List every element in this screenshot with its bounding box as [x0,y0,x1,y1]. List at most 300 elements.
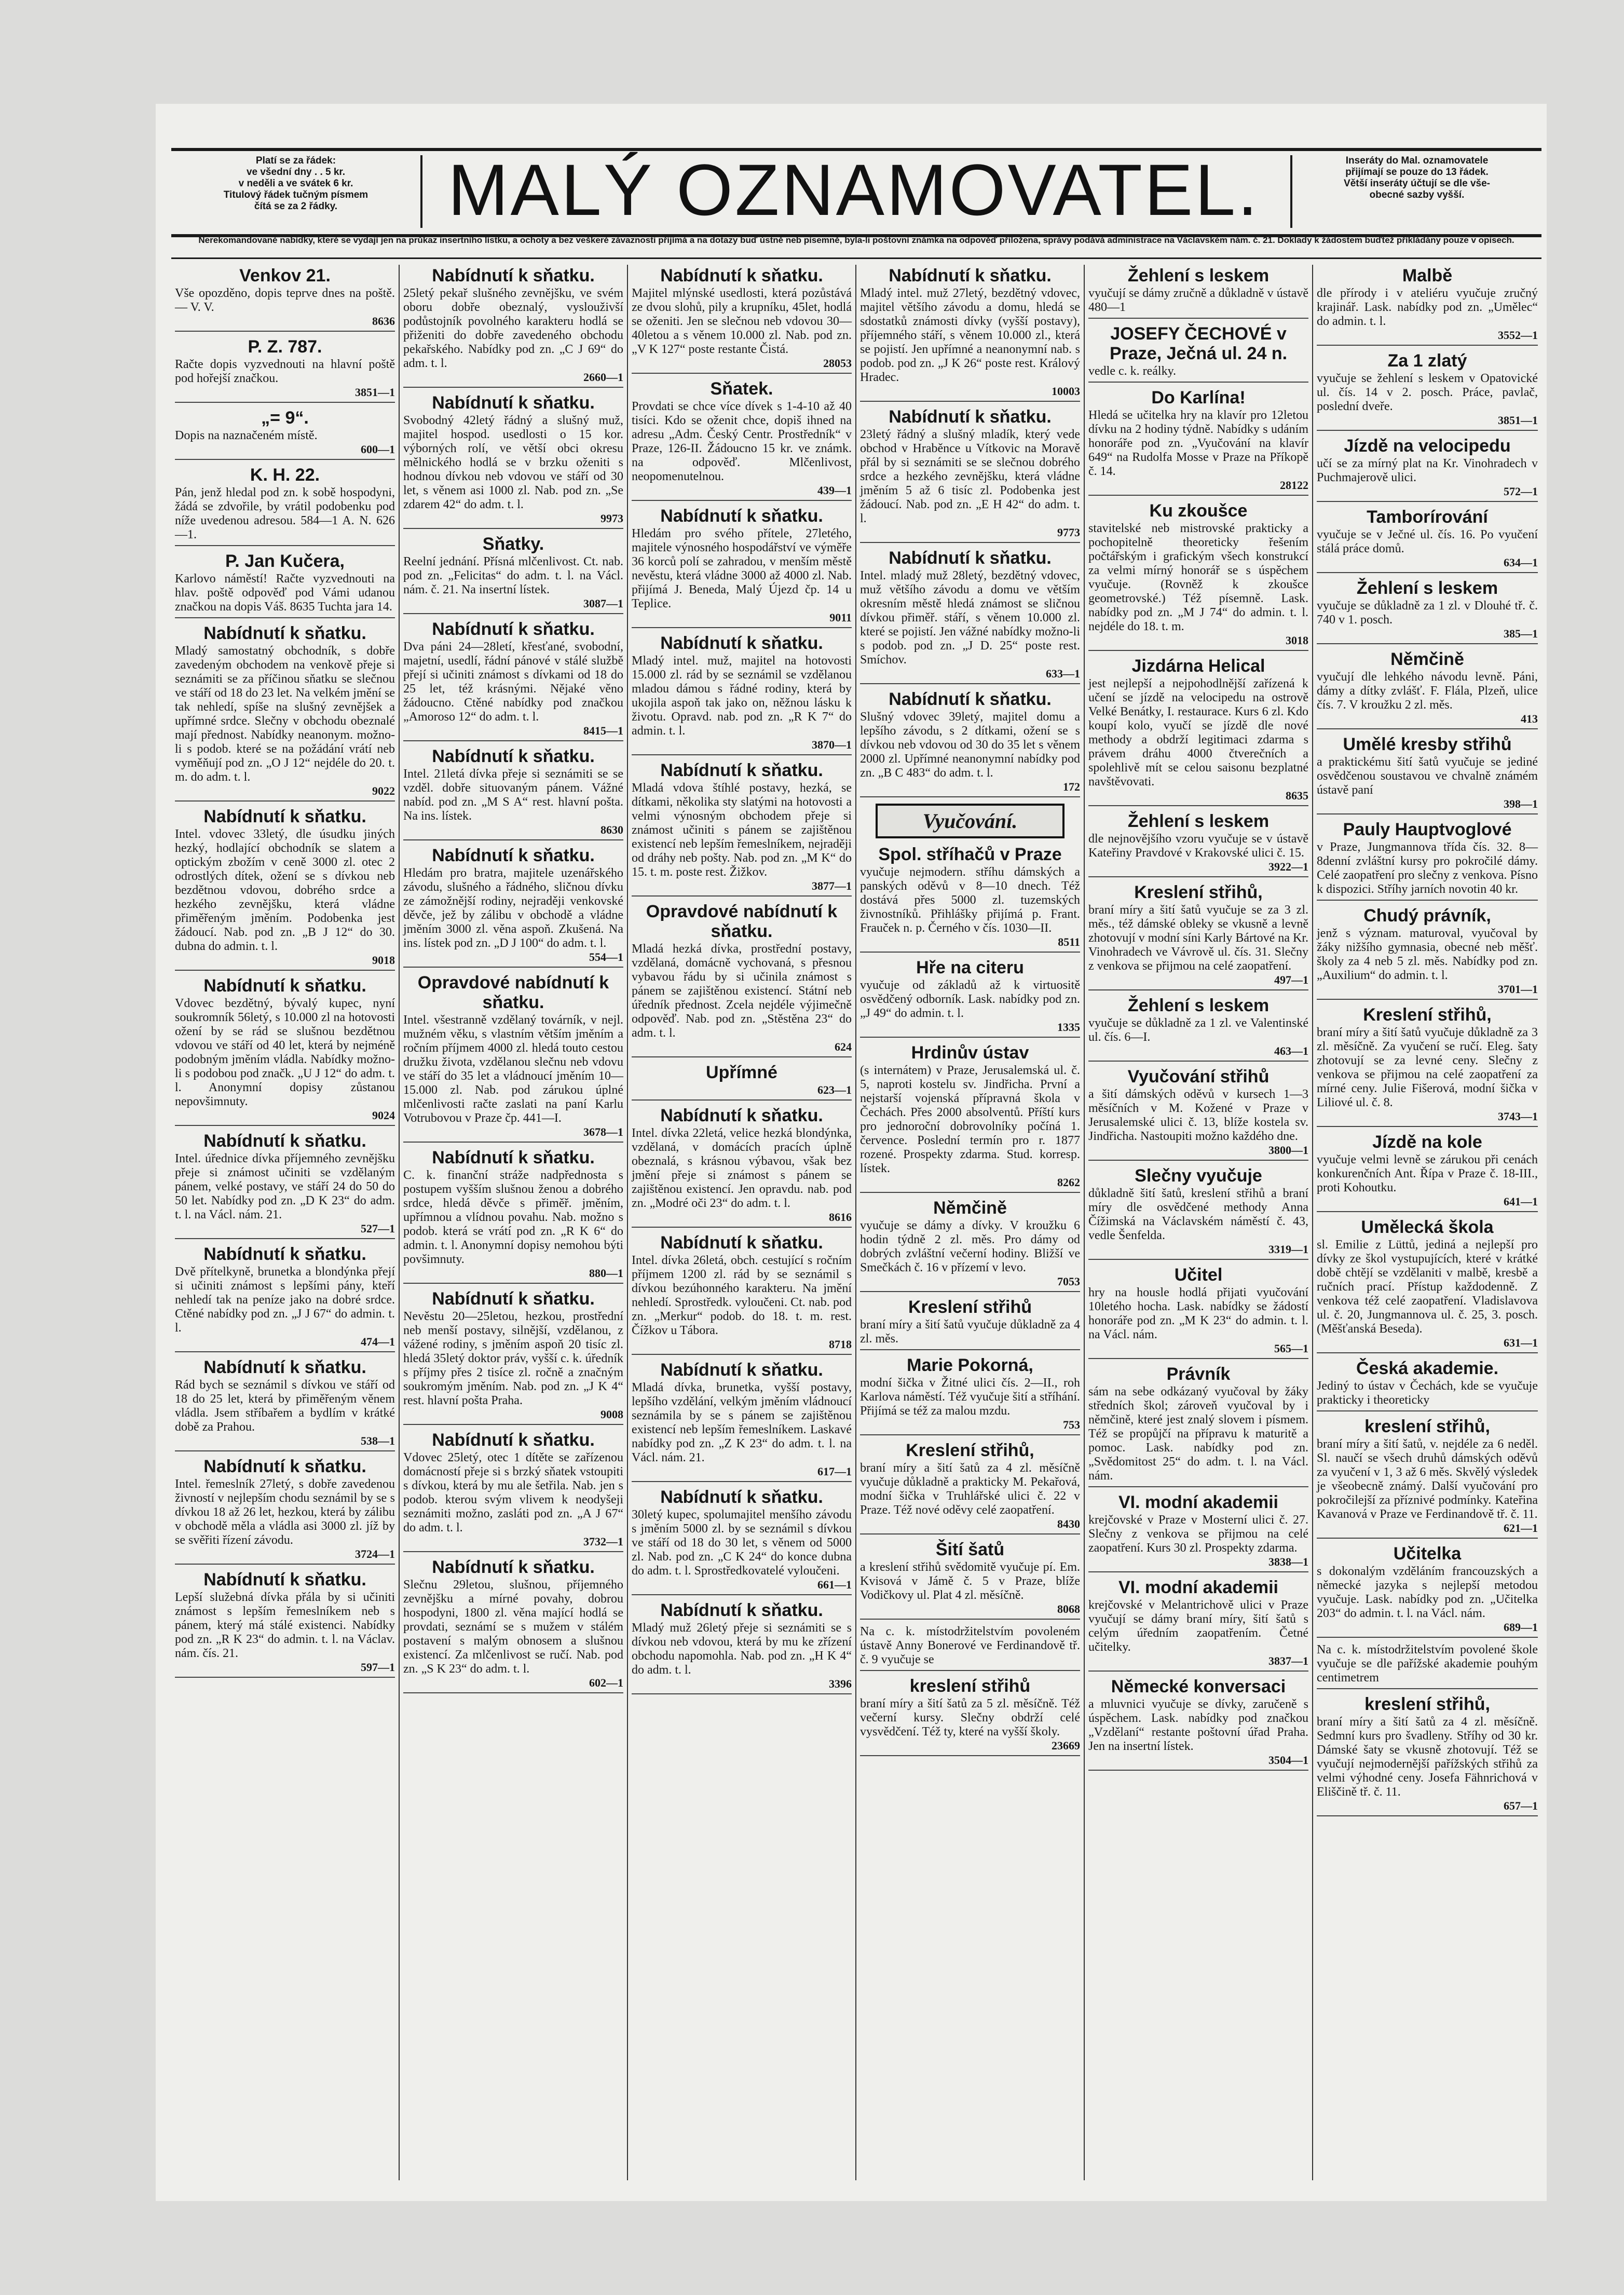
classified-ad [1317,266,1538,346]
rules-line: Inseráty do Mal. oznamovatele [1345,155,1489,166]
classified-ad [175,1244,395,1352]
insertion-rules-box [1290,155,1541,228]
ad-heading: Nabídnutí k sňatku. [203,623,366,643]
classified-ad [1317,351,1538,431]
classified-ad [1088,1265,1308,1359]
ad-text: krejčovské v Melantrichově ulici v Praze vyučují se dámy braní míry, šití šatů s celým úředním zaopatřením. Četné učitelky. [1088,1598,1308,1654]
ad-heading: kreslení střihů, [1364,1417,1490,1436]
classified-ad [632,506,852,628]
classified-ad [860,1043,1080,1193]
ad-heading: Nabídnutí k sňatku. [203,976,366,996]
ad-text: vyučuje od základů až k virtuositě osvědčený odborník. Lask. nabídky pod zn. „J 49“ do admin. t. l. [860,979,1080,1020]
page-title: MALÝ OZNAMOVATEL. [447,149,1260,230]
ad-reference-number: 3800—1 [1268,1144,1308,1157]
ad-text: braní míry a šití šatů vyučuje se za 3 zl. měs., též dámské obleky se vkusně a levně zhotovují v modní síni Karly Bártové na Kr. Vinohradech ve Vávrově ul. čís. 31. Slečny z venkova se přijmou na celé zaopatření. [1088,903,1308,973]
ad-reference-number: 617—1 [817,1465,852,1478]
classified-ad [860,1540,1080,1620]
ad-reference-number: 2660—1 [583,371,623,384]
ad-text: Hledám pro svého přítele, 27letého, majitele výnosného hospodářství ve výměře 36 korců polí se zahradou, v menším městě nevěstu, která vládne 3000 až 4000 zl. Nab. přijímá J. Beneda, Malý Újezd čp. 14 u Teplice. [632,527,852,610]
ad-reference-number: 8636 [372,315,395,328]
ad-reference-number: 9011 [829,611,852,624]
ad-text: krejčovské v Praze v Mosterní ulici č. 27. Slečny z venkova se přijmou na celé zaopatření. Kurs 30 zl. Prospekty zdarma. [1088,1513,1308,1555]
pricing-line: čítá se za 2 řádky. [254,201,338,212]
ad-text: vyučuje velmi levně se zárukou při cenách konkurenčních Ant. Řípa v Praze č. 18-III., proti Kohoutku. [1317,1153,1538,1194]
ad-heading: Ku zkoušce [1149,501,1248,521]
ad-reference-number: 9024 [372,1109,395,1122]
classified-ad [403,1557,623,1693]
pricing-line: ve všední dny . . 5 kr. [246,167,346,178]
ad-heading: Nabídnutí k sňatku. [432,846,595,865]
ad-heading: Slečny vyučuje [1135,1166,1262,1186]
classified-ad [1088,882,1308,990]
ad-reference-number: 7053 [1057,1275,1080,1288]
ad-reference-number: 602—1 [589,1676,623,1689]
ad-reference-number: 9018 [372,954,395,967]
ad-reference-number: 3678—1 [583,1125,623,1138]
classified-ad [175,551,395,618]
classified-ad [1088,996,1308,1062]
rules-line: Větší inseráty účtují se dle vše- [1344,178,1490,189]
ad-heading: Žehlení s leskem [1127,811,1270,831]
ad-text: Karlovo náměstí! Račte vyzvednouti na hlav. poště odpověď pod Vámi udanou značkou na dopis Váš. 8635 Tuchta jara 14. [175,572,395,614]
ad-heading: K. H. 22. [250,465,320,485]
ad-reference-number: 463—1 [1274,1044,1308,1057]
ad-reference-number: 3838—1 [1268,1555,1308,1568]
ad-reference-number: 3552—1 [1498,329,1538,342]
ad-text: Mladá vdova štíhlé postavy, hezká, se dítkami, několika sty slatými na hotovosti a velmi výnosným obchodem přeje si známost učiniti s pánem se zajištěnou existencí neb lepším řemeslníkem, nejraději od dráhy neb pošty. Nab. pod zn. „M K“ do 15. t. m. poste rest. Žižkov. [632,781,852,879]
classified-ad [175,1570,395,1678]
ad-heading: Šití šatů [935,1540,1005,1559]
ad-heading: kreslení střihů, [1364,1694,1490,1714]
classified-ad [632,379,852,501]
classified-ad [1088,388,1308,496]
ad-heading: Marie Pokorná, [907,1355,1033,1375]
ad-text: braní míry a šití šatů za 5 zl. měsíčně. Též večerní kursy. Slečny obdrží celé vysvědčení. Též ty, které na vyšší školy. [860,1697,1080,1739]
ad-reference-number: 3396 [829,1677,852,1690]
ad-heading: Venkov 21. [239,266,331,286]
ad-heading: Nabídnutí k sňatku. [432,1148,595,1167]
classified-ad [860,958,1080,1038]
ad-heading: Nabídnutí k sňatku. [660,1487,823,1507]
ad-text: sl. Emilie z Lüttů, jediná a nejlepší pro dívky ze škol vystupujících, které v krátké době chtějí se vzdělaniti v malbě, kresbě a ručních prací. Přístup každodenně. Z venkova též celé zaopatření. Vladislavova ul. č. 20, Jungmannova ul. č. 25, 3. posch. (Měšťanská Beseda). [1317,1238,1538,1336]
ad-column [400,265,628,2180]
ad-heading: Nabídnutí k sňatku. [432,746,595,766]
ad-heading: Kreslení střihů, [1363,1005,1492,1025]
ad-text: Mladý intel. muž, majitel na hotovosti 15.000 zl. rád by se seznámil se vzdělanou mladou dámou s řádné rodiny, která by ukojila aspoň tak jako on, něžnou lásku k životu. Opravd. nab. pod zn. „R K 7“ do admin. t. l. [632,654,852,738]
ad-reference-number: 880—1 [589,1267,623,1280]
ad-heading: Nabídnutí k sňatku. [889,266,1052,286]
classified-ad [632,633,852,755]
ad-text: braní míry a šití šatů vyučuje důkladně za 3 zl. měsíčně. Za vyučení se ručí. Eleg. šaty zhotovují se za levné ceny. Slečny z venkova se přijmou na celé zaopatření za mírné ceny. Julie Fišerová, modní šička v Liliové ul. č. 8. [1317,1026,1538,1109]
classified-ad [1317,820,1538,901]
ad-heading: Do Karlína! [1151,388,1246,408]
ad-column [856,265,1085,2180]
ad-reference-number: 413 [1521,712,1538,725]
ad-heading: Tamborírování [1367,507,1488,527]
classified-ad [1317,649,1538,729]
ad-reference-number: 8718 [829,1338,852,1351]
ad-text: Intel. mladý muž 28letý, bezdětný vdovec, muž většího závodu a domu ve větším okresním městě hledá známost se sličnou dívkou přiměř. stáří, s věnem 10.000 zl. které se pojistí. Jen vážné nabídky možno-li s podob. pod zn. „J D. 25“ poste rest. Smíchov. [860,569,1080,667]
ad-text: a kreslení střihů svědomitě vyučuje pí. Em. Kvisová v Jámě č. 5 v Praze, blíže Vodičkovy ul. Plat 4 zl. měsíčně. [860,1560,1080,1602]
ad-heading: Žehlení s leskem [1356,578,1498,598]
ad-text: Dva páni 24—28letí, křesťané, svobodní, majetní, usedlí, řádní pánové v stálé službě přejí si učiniti známost s dívkami od 18 do 25 let, též krásnými. Nějaké věno žádoucno. Ctěné nabídky pod značkou „Amoroso 12“ do adm. t. l. [403,640,623,724]
ad-heading: Kreslení střihů, [1134,882,1263,902]
classified-ad [175,623,395,802]
ad-heading: Němčině [1390,649,1464,669]
ad-reference-number: 8616 [829,1211,852,1224]
ad-heading: Nabídnutí k sňatku. [432,1557,595,1577]
ad-reference-number: 3504—1 [1268,1754,1308,1767]
ad-heading: Hrdinův ústav [911,1043,1029,1063]
ad-text: s dokonalým vzděláním francouzských a německé jazyka s nejlepší metodou vyučuje. Lask. nabídky pod zn. „Učitelka 203“ do admin. t. l. na Václ. nám. [1317,1565,1538,1620]
ad-reference-number: 623—1 [817,1083,852,1096]
classified-ad [403,973,623,1143]
ad-text: braní míry a šití šatů za 4 zl. měsíčně. Sedmní kurs pro švadleny. Stříhy od 30 kr. Dámské šaty se vkusně zhotovují. Též se vyučují nejmodernější pařížských střihů za velmi výhodné ceny. Josefa Fähnrichová v Eliščině tř. č. 11. [1317,1715,1538,1799]
classified-ad [1317,735,1538,814]
pricing-line: v neděli a ve svátek 6 kr. [238,178,353,189]
ad-text: učí se za mírný plat na Kr. Vinohradech v Puchmajerově ulici. [1317,457,1538,484]
ad-text: vyučují se dámy zručně a důkladně v ústavě 480—1 [1088,287,1308,314]
ad-reference-number: 3319—1 [1268,1243,1308,1256]
classified-ad [1088,656,1308,806]
classified-ad [1317,1005,1538,1127]
ad-reference-number: 23669 [1052,1739,1080,1752]
ad-text: (s internátem) v Praze, Jerusalemská ul. č. 5, naproti kostelu sv. Jindřicha. První a nejstarší vojenská přípravná škola v Čechách. Přes 2000 absolventů. Příští kurs pro jednoroční dobrovolníky počíná 1. července. Poslední termín pro r. 1877 rozené. Prospekty zdarma. Stud. korresp. lístek. [860,1064,1080,1175]
ad-heading: Nabídnutí k sňatku. [660,1600,823,1620]
ad-heading: Němčině [933,1198,1007,1218]
classified-ad [1317,507,1538,573]
classified-ad [1317,1359,1538,1411]
classified-ad [860,407,1080,543]
ad-heading: Hře na citeru [916,958,1024,977]
ad-heading: „= 9“. [261,408,309,428]
ad-text: Mladá hezká dívka, prostřední postavy, vzdělaná, domácně vychovaná, s přesnou vybavou řádu by si učinila známost s pánem se zajištěnou existencí. Státní neb úředník přednost. Zcela nejdéle výjimečně odpověď. Nab. pod zn. „Stěstěna 23“ do adm. t. l. [632,942,852,1040]
classified-ad [860,689,1080,797]
ad-text: vyučují dle lehkého návodu levně. Páni, dámy a dítky zvlášť. F. Flála, Plzeň, ulice čís. 7. V kroužku 2 zl. měs. [1317,670,1538,712]
ad-text: jest nejlepší a nejpohodlnější zařízená k učení se jízdě na velocipedu na ostrově Velké Benátky, I. restaurace. Kurs 6 zl. Kdo koupí kolo, vyučí se jízdě dle nové methody a obdrží legitimaci zdarma s právem dráhu 4000 čtverečních a spolehlivě mít se celou saisonu bezplatné navštěvovati. [1088,677,1308,789]
ad-text: 23letý řádný a slušný mladík, který vede obchod v Hraběnce u Vítkovic na Moravě přál by si seznámiti se se slečnou dobrého srdce a hezkého zevnějšku, která vládne jměním 5 až 6 tisíc zl. Podobenka jest žádoucí. Nab. pod zn. „E H 42“ do adm. t. l. [860,428,1080,525]
ad-reference-number: 3851—1 [355,386,395,399]
ad-reference-number: 8415—1 [583,724,623,737]
ad-reference-number: 8635 [1286,789,1308,802]
classified-ad [403,1148,623,1284]
ad-heading: Sňatek. [710,379,773,399]
ad-reference-number: 8068 [1057,1603,1080,1615]
ad-reference-number: 385—1 [1504,627,1538,640]
ad-reference-number: 597—1 [361,1661,395,1674]
masthead [171,148,1541,237]
ad-heading: Za 1 zlatý [1387,351,1467,371]
ad-text: C. k. finanční stráže nadpřednosta s postupem vyšším slušnou ženou a dobrého srdce, hledá děvče s přiměř. jměním, upřímnou a vlídnou povahu. Nab. možno s podob. která se vrátí pod zn. „R K 6“ do admin. t. l. Anonymní dopisy nemohou býti povšimnuty. [403,1169,623,1266]
classified-ad [632,1487,852,1595]
classified-ad [632,1106,852,1228]
rules-line: přijímají se pouze do 13 řádek. [1345,167,1489,178]
ad-text: vyučuje se v Ječné ul. čís. 16. Po vyučení stálá práce domů. [1317,528,1538,555]
ad-heading: Nabídnutí k sňatku. [432,1289,595,1309]
classified-ad [403,746,623,840]
classified-ad [1317,578,1538,644]
ad-reference-number: 572—1 [1504,485,1538,498]
ad-column [1085,265,1313,2180]
ad-text: 30letý kupec, spolumajitel menšího závodu s jměním 5000 zl. by se seznámil s dívkou ve stáří od 18 do 30 let, s věnem od 5000 zl. Nab. pod zn. „C K 24“ do konce dubna do adm. t. l. Sprostředkovatelé vyloučeni. [632,1508,852,1578]
ad-text: a praktickému šití šatů vyučuje se jediné osvědčenou soustavou ve chvalně známém ústavě paní [1317,755,1538,797]
ad-reference-number: 172 [1063,780,1080,793]
header-note: Nerekomandované nabídky, které se vydají jen na průkaz insertního lístku, a ochoty a bez veškeré závaznosti přijímá a na dotazy buď ústně neb písemně, byla-li poštovní známka na odpověď přiložena, správy podává administrace na Václavském nám. č. 21. Doklady k žádostem buďtež přikládány pouze v opisech. [171,235,1541,259]
ad-heading: Nabídnutí k sňatku. [203,1131,366,1151]
classified-ad [632,1063,852,1101]
ad-text: Lepší služebná dívka přála by si učiniti známost s lepším řemeslníkem neb s pánem, který má stálé existenci. Nabídky pod zn. „R K 23“ do admin. t. l. na Václav. nám. čís. 21. [175,1591,395,1660]
ad-text: vedle c. k. reálky. [1088,364,1177,378]
classified-ad [1088,1677,1308,1771]
ad-heading: Nabídnutí k sňatku. [203,1457,366,1476]
ad-reference-number: 3837—1 [1268,1654,1308,1667]
classified-ad [632,1233,852,1355]
classified-ad [175,1131,395,1239]
classified-ad [632,761,852,897]
ad-text: Račte dopis vyzvednouti na hlavní poště pod hořejší značkou. [175,358,395,385]
ad-heading: Opravdové nabídnutí k sňatku. [417,973,609,1012]
ad-text: a mluvnici vyučuje se dívky, zaručeně s úspěchem. Lask. nabídky pod značkou „Vzdělaní“ restante poštovní úřad Praha. Jen na insertní lístek. [1088,1698,1308,1753]
classified-ad [175,807,395,971]
ad-text: Mladá dívka, brunetka, vyšší postavy, lepšího vzdělání, velkým jměním vládnoucí seznámila by se s pánem se zajištěnou existencí neb lepším řemeslníkem. Laskavé nabídky pod zn. „Z K 23“ do adm. t. l. na Václ. nám. 21. [632,1381,852,1464]
ad-reference-number: 641—1 [1504,1195,1538,1208]
ad-heading: Nabídnutí k sňatku. [203,1244,366,1264]
ad-text: Jediný to ústav v Čechách, kde se vyučuje prakticky i theoreticky [1317,1379,1538,1407]
classified-ad [1088,324,1308,383]
ad-reference-number: 3701—1 [1498,983,1538,996]
ad-text: Pán, jenž hledal pod zn. k sobě hospodyni, žádá se zdvořile, by vrátil podobenku pod níže uvedenou adresou. 584—1 A. N. 626—1. [175,486,395,541]
classified-ad [860,1625,1080,1671]
ad-text: Mladý intel. muž 27letý, bezdětný vdovec, majitel většího závodu a domu, hledá se sdostatků známosti dívky (vyšší postavy), příjemného stáří, s věnem 10.000 zl., která se pojistí. Jen upřímné a neanonymní nab. s podob. pod zn. „J K 26“ poste rest. Králový Hradec. [860,287,1080,384]
ad-column [1313,265,1541,2180]
ad-heading: Pauly Hauptvoglové [1343,820,1512,839]
classified-ad [860,266,1080,402]
ad-heading: kreslení střihů [909,1676,1031,1696]
pricing-box [171,155,422,228]
classified-ad [1088,266,1308,319]
ad-reference-number: 3870—1 [812,738,852,751]
classified-ad [1088,1578,1308,1672]
ad-heading: Nabídnutí k sňatku. [203,807,366,826]
ad-heading: Jízdě na kole [1372,1132,1482,1152]
ad-text: dle nejnovějšího vzoru vyučuje se v ústavě Kateřiny Pravdové v Krakovské ulici č. 15. [1088,832,1308,860]
pricing-line: Titulový řádek tučným písmem [223,189,369,200]
ad-text: vyučuje se důkladně za 1 zl. ve Valentinské ul. čís. 6—I. [1088,1016,1308,1044]
ad-reference-number: 527—1 [361,1222,395,1235]
ad-reference-number: 3087—1 [583,597,623,610]
ad-text: Hledá se učitelka hry na klavír pro 12letou dívku na 2 hodiny týdně. Nabídky s udáním honoráře pod zn. „Vyučování na klavír 649“ na Rudolfa Mosse v Praze na Příkopě č. 14. [1088,409,1308,478]
ad-heading: Učitelka [1393,1544,1462,1564]
ad-heading: Nabídnutí k sňatku. [203,1570,366,1590]
ad-heading: Nabídnutí k sňatku. [432,393,595,413]
ad-text: Slečnu 29letou, slušnou, příjemného zevnějšku a mírné povahy, dobrou hospodyni, 1800 zl. věna mající hodlá se provdati, seznámí se s mužem v stálém postavení s malým obnosem a slušnou existencí. Za mlčenlivost se ručí. Nab. pod zn. „S K 23“ do adm. t. l. [403,1578,623,1676]
ad-text: v Praze, Jungmannova třída čís. 32. 8—8denní zvláštní kursy pro pokročilé dámy. Celé zaopatření pro slečny z venkova. Písno k dispozici. Stříhy jarních novotin 40 kr. [1317,840,1538,896]
ad-heading: Spol. stříhačů v Praze [878,845,1062,864]
ad-heading: Nabídnutí k sňatku. [660,761,823,780]
classified-ad [632,1360,852,1482]
ad-text: Svobodný 42letý řádný a slušný muž, majitel hospod. usedlosti o 15 kor. výborných rolí, ve větší obci okresu mělnického hodlá se v brzku oženiti s hodnou dívkou neb vdovou ve stáří od 30 let, s věnem asi 1000 zl. Nab. pod zn. „Se zdarem 42“ do adm. t. l. [403,414,623,511]
section-heading-box: Vyučování. [876,804,1065,838]
classified-ad [1088,1166,1308,1260]
ad-reference-number: 3743—1 [1498,1110,1538,1123]
ad-text: sám na sebe odkázaný vyučoval by žáky středních škol; zároveň vyučoval by i němčině, které jest znalý slovem i písmem. Též se propůjčí na přípravu k maturitě a pomoc. Lask. nabídky pod zn. „Svědomitost 25“ do adm. t. l. na Václ. nám. [1088,1385,1308,1483]
classified-ad [860,1355,1080,1435]
ad-text: Intel. vdovec 33letý, dle úsudku jiných hezký, hodlající obchodník se slatem a optickým zbožím v ceně 3000 zl. otec 2 odrostlých dítek, ožení se s dívkou neb bezdětnou vdovou, dobrého srdce a hezkého zevnějšku, která vládne přiměřeným jměním. Podobenka jest žádoucí. Nab. pod zn. „B J 12“ do 30. dubna do admin. t. l. [175,827,395,953]
ad-heading: Nabídnutí k sňatku. [660,1233,823,1253]
ad-text: a šití dámských oděvů v kursech 1—3 měsíčních v M. Kožené v Praze v Jerusalemské ulici č. 13, blíže kostela sv. Jindřicha. Nastoupiti možno každého dne. [1088,1088,1308,1143]
ad-heading: Chudý právník, [1363,906,1491,926]
ad-heading: Malbě [1402,266,1453,286]
classified-ad [1088,501,1308,651]
classified-ad [860,1676,1080,1756]
ad-reference-number: 624 [835,1040,852,1053]
classified-ad [1088,811,1308,877]
ad-text: Na c. k. místodržitelstvím povolené škole vyučuje se dle pařížské akademie pouhým centimetrem [1317,1643,1538,1685]
classified-ad [860,1297,1080,1350]
classified-ad [1317,1217,1538,1353]
ad-text: Vdovec bezdětný, bývalý kupec, nyní soukromník 56letý, s 10.000 zl na hotovosti ožení by se rád se slušnou bezdětnou vdovou ve stáří od 40 let, která by nejméně podobným jměním vládla. Nabídky možno-li s podobou pod značk. „U J 12“ do adm. t. l. Anonymní dopisy zůstanou nepovšimnuty. [175,997,395,1108]
ad-text: Intel. úřednice dívka příjemného zevnějšku přeje si známost učiniti se vzdělaným pánem, velké postavy, ve stáří 24 do 50 do 50 let. Nabídky pod zn. „D K 23“ do adm. t. l. na Václ. nám. 21. [175,1152,395,1221]
ad-text: vyučuje se důkladně za 1 zl. v Dlouhé tř. č. 740 v 1. posch. [1317,599,1538,627]
classified-ad [860,548,1080,684]
ad-reference-number: 9022 [372,784,395,797]
ad-text: Nevěstu 20—25letou, hezkou, prostřední neb menší postavy, silnější, vzdělanou, z vážené rodiny, s jměním aspoň 20 tisíc zl. hledá 35letý doktor práv, vyšší c. k. úředník s příjmy přes 2 tisíce zl. ročně a značným soukromým jměním. Nab. pod zn. „J K 4“ rest. hlavní pošta Praha. [403,1310,623,1407]
ad-text: hry na housle hodlá přijati vyučování 10letého hocha. Lask. nabídky se žádostí honoráře pod zn. „M K 23“ do admin. t. l. na Václ. nám. [1088,1286,1308,1341]
classified-ad [403,393,623,529]
ad-heading: Kreslení střihů, [906,1441,1034,1460]
classified-ad [1088,1492,1308,1572]
ad-reference-number: 3851—1 [1498,414,1538,427]
classified-ad [175,1457,395,1565]
ad-text: Intel. dívka 22letá, velice hezká blondýnka, vzdělaná, v domácích pracích úplně obeznalá, s krásnou výbavou, však bez jmění přeje si známost s pánem se zajištěnou existencí. Jen opravdu. nab. pod zn. „Modré oči 23“ do adm. t. l. [632,1126,852,1210]
ad-reference-number: 9973 [601,512,623,525]
ad-reference-number: 3732—1 [583,1535,623,1548]
ad-heading: Upřímné [706,1063,777,1082]
ad-columns [171,265,1541,2180]
classified-ad [175,465,395,546]
ad-reference-number: 9008 [601,1408,623,1421]
ad-column [628,265,856,2180]
classified-ad [403,266,623,388]
ad-reference-number: 8511 [1058,935,1080,948]
rules-line: obecné sazby vyšší. [1369,189,1465,200]
pricing-line: Platí se za řádek: [255,155,336,166]
ad-reference-number: 565—1 [1274,1342,1308,1355]
ad-text: Intel. všestranně vzdělaný továrník, v nejl. mužném věku, s vlastním větším jměním a ročním příjmem 4000 zl. hledá touto cestou družku života, vzdělanou slečnu neb vdovu ve stáří do 35 let a vládnoucí jměním 10—15.000 zl. Nab. pod zárukou úplné mlčenlivosti račte zaslati na paní Karlu Votrubovou v Praze čp. 441—I. [403,1013,623,1125]
classified-ad [860,1198,1080,1292]
classified-ad [175,266,395,332]
ad-reference-number: 28122 [1280,479,1308,492]
ad-text: Hledám pro bratra, majitele uzenářského závodu, slušného a řádného, sličnou dívku ze zámožnější rodiny, nejraději venkovské děvče, jež by zálibu v obchodě a vládne jměním 3000 zl. věna aspoň. Zkušená. Na ins. lístek pod zn. „D J 100“ do adm. t. l. [403,866,623,950]
ad-reference-number: 631—1 [1504,1336,1538,1349]
ad-text: Mladý muž 26letý přeje si seznámiti se s dívkou neb vdovou, která by mu ke zřízení obchodu napomohla. Nab. pod zn. „H K 4“ do adm. t. l. [632,1621,852,1677]
ad-heading: Sňatky. [482,534,544,554]
ad-text: stavitelské neb mistrovské prakticky a pochopitelně theoreticky řešením počtářským i grafickým všech konstrukcí za velmi mírný honorář se s úspěchem vyučuje. (Rovněž k zkoušce geometrovské.) Též písemně. Lask. nabídky pod zn. „M J 74“ do admin. t. l. nejdéle do 18. t. m. [1088,522,1308,633]
ad-text: Na c. k. místodržitelstvím povoleném ústavě Anny Bonerové ve Ferdinandově tř. č. 9 vyučuje se [860,1625,1080,1666]
ad-heading: Nabídnutí k sňatku. [889,689,1052,709]
ad-heading: Vyučování střihů [1127,1067,1270,1087]
classified-ad [860,1441,1080,1534]
ad-reference-number: 600—1 [361,443,395,456]
ad-heading: Opravdové nabídnutí k sňatku. [646,902,838,941]
ad-heading: Žehlení s leskem [1127,996,1270,1015]
ad-text: vyučuje se dámy a dívky. V kroužku 6 hodin týdně 2 zl. měs. Pro dámy od dobrých zvláštní večerní hodiny. Bližší ve Smečkách č. 16 v přízemí v levo. [860,1219,1080,1274]
ad-reference-number: 3877—1 [812,879,852,892]
classified-ad [175,1357,395,1451]
ad-heading: Česká akademie. [1356,1359,1499,1378]
ad-text: braní míry a šití šatů vyučuje důkladně za 4 zl. měs. [860,1318,1080,1346]
classified-ad [403,1430,623,1552]
ad-reference-number: 497—1 [1274,973,1308,986]
classified-ad [1317,1132,1538,1212]
classified-ad [1317,1544,1538,1638]
ad-reference-number: 9773 [1057,526,1080,539]
ad-text: Vše opozděno, dopis teprve dnes na poště. — V. V. [175,287,395,314]
ad-reference-number: 554—1 [589,950,623,963]
ad-heading: Kreslení střihů [908,1297,1032,1317]
ad-heading: Nabídnutí k sňatku. [889,407,1052,427]
ad-reference-number: 689—1 [1504,1621,1538,1634]
classified-ad [1317,1417,1538,1539]
ad-heading: Žehlení s leskem [1127,266,1270,286]
ad-heading: Nabídnutí k sňatku. [203,1357,366,1377]
ad-heading: Umělé kresby střihů [1343,735,1512,754]
ad-text: důkladně šití šatů, kreslení střihů a braní míry dle osvědčené methody Anna Čížimská na Václavském náměstí č. 43, vedle Šenfelda. [1088,1187,1308,1242]
ad-reference-number: 621—1 [1504,1522,1538,1534]
ad-text: Slušný vdovec 39letý, majitel domu a lepšího závodu, s 2 dítkami, ožení se s dívkou neb vdovou od 30 do 35 let s věnem 2000 zl. Upřímné neanonymní nabídky pod zn. „B C 483“ do adm. t. l. [860,710,1080,780]
ad-heading: Nabídnutí k sňatku. [660,633,823,653]
ad-reference-number: 538—1 [361,1434,395,1447]
ad-reference-number: 3922—1 [1268,860,1308,873]
ad-text: Intel. 21letá dívka přeje si seznámiti se se vzděl. dobře situovaným pánem. Vážné nabíd. pod zn. „M S A“ rest. hlavní pošta. Na ins. lístek. [403,767,623,823]
ad-reference-number: 3018 [1286,634,1308,647]
ad-reference-number: 28053 [823,357,852,370]
ad-reference-number: 439—1 [817,484,852,497]
ad-text: Dopis na naznačeném místě. [175,429,318,442]
ad-text: modní šička v Žitné ulici čís. 2—II., roh Karlova náměstí. Též vyučuje šití a stříhání. Přijímá se též za malou mzdu. [860,1376,1080,1418]
ad-heading: Učitel [1174,1265,1223,1285]
ad-reference-number: 8630 [601,823,623,836]
classified-ad [1317,906,1538,1000]
ad-heading: Nabídnutí k sňatku. [660,506,823,526]
ad-text: Intel. dívka 26letá, obch. cestující s ročním příjmem 1200 zl. rád by se seznámil s dívkou bezúhonného karakteru. Na jmění nehledí. Sprostředk. vyloučeni. Ct. nab. pod zn. „Merkur“ podob. do 18. t. m. rest. Čížkov u Tábora. [632,1254,852,1337]
classified-ad [1317,436,1538,502]
ad-heading: VI. modní akademii [1118,1578,1278,1597]
ad-reference-number: 474—1 [361,1335,395,1348]
ad-reference-number: 10003 [1052,385,1080,398]
classified-ad [1088,1364,1308,1487]
ad-reference-number: 8430 [1057,1517,1080,1530]
classified-ad [403,619,623,741]
ad-reference-number: 398—1 [1504,797,1538,810]
ad-heading: Nabídnutí k sňatku. [432,1430,595,1450]
ad-reference-number: 8262 [1057,1176,1080,1189]
ad-heading: P. Z. 787. [248,337,322,357]
classified-ad [175,976,395,1126]
classified-ad [403,534,623,614]
ad-text: 25letý pekař slušného zevnějšku, ve svém oboru dobře obeznalý, vyslouživší podůstojník povolného karakteru hodlá se přiženiti do dobře zavedeného obchodu pekařského. Nabídky pod zn. „C J 69“ do adm. t. l. [403,287,623,370]
ad-heading: JOSEFY ČECHOVÉ v Praze, Ječná ul. 24 n. [1109,324,1288,363]
ad-heading: Nabídnutí k sňatku. [660,266,823,286]
ad-heading: Jízdě na velocipedu [1344,436,1511,456]
ad-heading: Nabídnutí k sňatku. [889,548,1052,568]
ad-heading: VI. modní akademii [1118,1492,1278,1512]
ad-text: Rád bych se seznámil s dívkou ve stáří od 18 do 25 let, která by přiměřeným věnem vládla. Jsem stříbařem a bydlím v krátké době za Prahou. [175,1378,395,1434]
ad-column [171,265,400,2180]
ad-reference-number: 657—1 [1504,1799,1538,1812]
classified-ad [1317,1694,1538,1816]
ad-text: dle přírody i v ateliéru vyučuje zručný krajinář. Lask. nabídky pod zn. „Umělec“ do admin. t. l. [1317,287,1538,328]
